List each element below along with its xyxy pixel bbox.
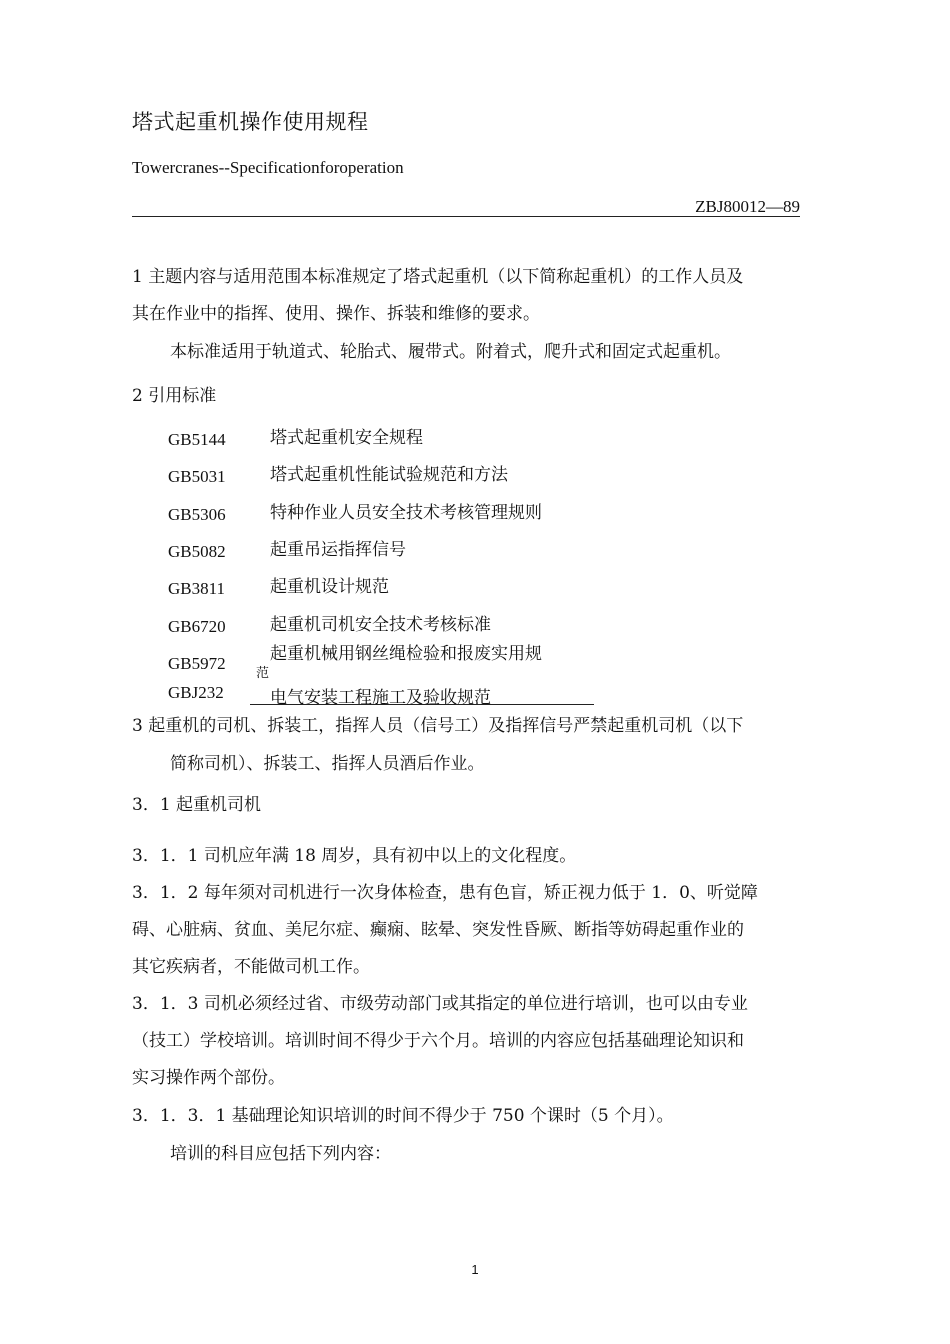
paragraph-s3-line1: 3 起重机的司机、拆装工，指挥人员（信号工）及指挥信号严禁起重机司机（以下: [132, 716, 744, 736]
reference-underline: [250, 704, 594, 705]
paragraph-s3131: 3．1．3．1 基础理论知识培训的时间不得少于 750 个课时（5 个月）。: [132, 1106, 674, 1126]
section-2-heading: 2 引用标准: [132, 386, 217, 406]
paragraph-s313-line1: 3．1．3 司机必须经过省、市级劳动部门或其指定的单位进行培训，也可以由专业: [132, 994, 748, 1014]
paragraph-s1-line3: 本标准适用于轨道式、轮胎式、履带式。附着式，爬升式和固定式起重机。: [170, 342, 731, 362]
ref-title: 起重机司机安全技术考核标准: [270, 615, 491, 635]
paragraph-s1-line1: 1 主题内容与适用范围本标准规定了塔式起重机（以下简称起重机）的工作人员及: [132, 267, 744, 287]
ref-code: GB5972: [168, 654, 226, 673]
ref-title: 起重机械用钢丝绳检验和报废实用规: [270, 644, 542, 664]
standard-number: ZBJ80012—89: [695, 197, 800, 216]
paragraph-s1-line2: 其在作业中的指挥、使用、操作、拆装和维修的要求。: [132, 304, 540, 324]
paragraph-s312-line3: 其它疾病者，不能做司机工作。: [132, 957, 370, 977]
paragraph-s313-line2: （技工）学校培训。培训时间不得少于六个月。培训的内容应包括基础理论知识和: [132, 1031, 744, 1051]
paragraph-s313-line3: 实习操作两个部份。: [132, 1068, 285, 1088]
ref-title: 起重吊运指挥信号: [270, 540, 406, 560]
section-3-1-heading: 3．1 起重机司机: [132, 795, 262, 815]
ref-code: GB5031: [168, 467, 226, 486]
page-number: 1: [471, 1262, 479, 1277]
ref-title: 塔式起重机性能试验规范和方法: [270, 465, 508, 485]
ref-title-wrap: 范: [256, 666, 270, 681]
ref-code: GB6720: [168, 617, 226, 636]
ref-code: GBJ232: [168, 683, 224, 702]
document-title: 塔式起重机操作使用规程: [132, 110, 369, 134]
ref-title: 起重机设计规范: [270, 577, 389, 597]
paragraph-s3131-sub: 培训的科目应包括下列内容：: [170, 1144, 391, 1164]
ref-code: GB5082: [168, 542, 226, 561]
paragraph-s312-line1: 3．1．2 每年须对司机进行一次身体检查，患有色盲，矫正视力低于 1．0、听觉障: [132, 883, 758, 903]
paragraph-s312-line2: 碍、心脏病、贫血、美尼尔症、癫痫、眩晕、突发性昏厥、断指等妨碍起重作业的: [132, 920, 744, 940]
ref-title: 电气安装工程施工及验收规范: [270, 688, 491, 708]
document-subtitle: Towercranes--Specificationforoperation: [132, 158, 404, 177]
ref-title: 特种作业人员安全技术考核管理规则: [270, 503, 542, 523]
header-rule: [132, 216, 800, 217]
ref-title: 塔式起重机安全规程: [270, 428, 423, 448]
ref-code: GB3811: [168, 579, 225, 598]
paragraph-s311: 3．1．1 司机应年满 18 周岁，具有初中以上的文化程度。: [132, 846, 577, 866]
ref-code: GB5306: [168, 505, 226, 524]
ref-code: GB5144: [168, 430, 226, 449]
paragraph-s3-line2: 简称司机）、拆装工、指挥人员酒后作业。: [170, 754, 485, 774]
